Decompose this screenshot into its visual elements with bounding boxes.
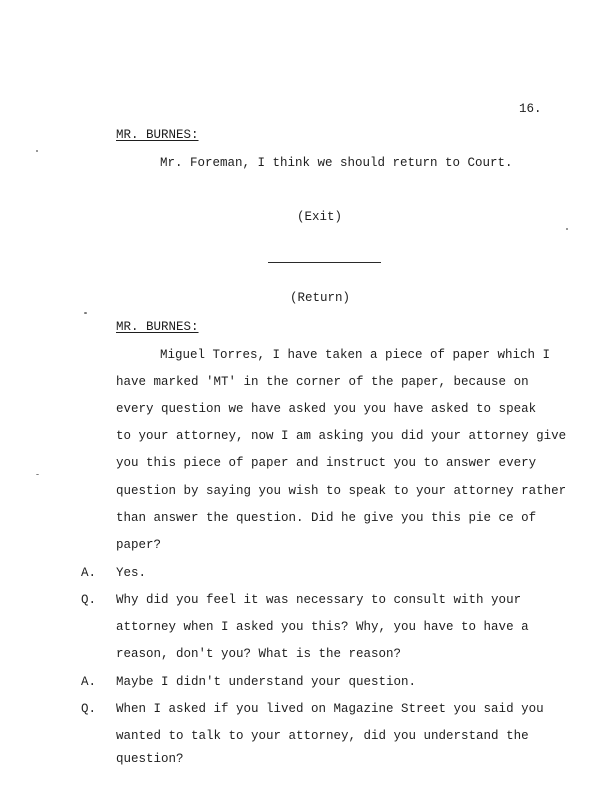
transcript-line: attorney when I asked you this? Why, you have to have a (116, 620, 529, 634)
scan-speck (566, 228, 568, 230)
speaker-label: MR. BURNES: (116, 320, 199, 334)
transcript-line: to your attorney, now I am asking you did your attorney give (116, 429, 567, 443)
transcript-line: every question we have asked you you have asked to speak (116, 402, 537, 416)
transcript-line: have marked 'MT' in the corner of the paper, because on (116, 375, 529, 389)
transcript-line: reason, don't you? What is the reason? (116, 647, 402, 661)
qa-label-answer: A. (81, 566, 97, 580)
transcript-line: wanted to talk to your attorney, did you understand the (116, 729, 529, 743)
transcript-line: you this piece of paper and instruct you to answer every (116, 456, 537, 470)
transcript-line: paper? (116, 538, 162, 552)
page-number: 16. (519, 102, 542, 116)
transcript-line: question? (116, 752, 184, 766)
transcript-line: Yes. (116, 566, 147, 580)
qa-label-question: Q. (81, 593, 97, 607)
transcript-line: Miguel Torres, I have taken a piece of paper which I (160, 348, 551, 362)
transcript-line: Maybe I didn't understand your question. (116, 675, 417, 689)
qa-label-answer: A. (81, 675, 97, 689)
exit-note: (Exit) (297, 210, 343, 224)
scan-speck (84, 312, 87, 314)
transcript-line: When I asked if you lived on Magazine Street you said you (116, 702, 544, 716)
transcript-line: than answer the question. Did he give you this pie ce of (116, 511, 537, 525)
transcript-line: Mr. Foreman, I think we should return to Court. (160, 156, 513, 170)
transcript-line: Why did you feel it was necessary to consult with your (116, 593, 522, 607)
transcript-line: question by saying you wish to speak to your attorney rather (116, 484, 567, 498)
return-note: (Return) (290, 291, 351, 305)
section-divider (268, 262, 381, 263)
scan-speck (36, 474, 39, 475)
qa-label-question: Q. (81, 702, 97, 716)
speaker-label: MR. BURNES: (116, 128, 199, 142)
scan-speck (36, 150, 38, 152)
